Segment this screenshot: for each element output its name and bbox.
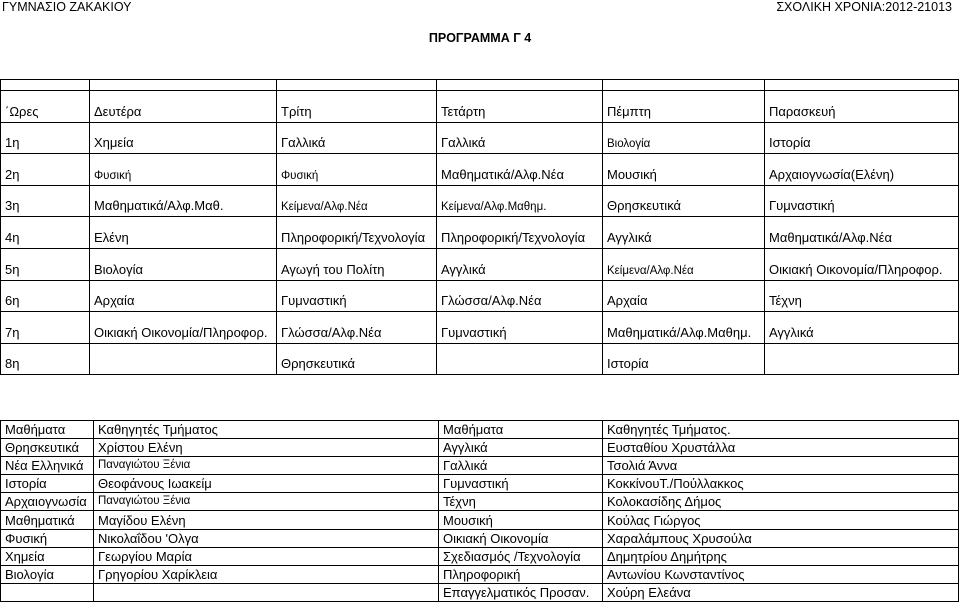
table-cell: Γαλλικά [437, 122, 603, 154]
table-cell: Δευτέρα [90, 91, 277, 123]
table-cell: Χημεία [90, 122, 277, 154]
table-cell [90, 80, 277, 91]
table-cell: Αγγλικά [603, 217, 765, 249]
table-cell: Μαθηματικά/Αλφ.Νέα [437, 154, 603, 186]
school-name: ΓΥΜΝΑΣΙΟ ΖΑΚΑΚΙΟΥ [2, 0, 132, 14]
table-cell: Κείμενα/Αλφ.Νέα [603, 248, 765, 280]
teachers-row [1, 493, 959, 511]
table-cell: Φυσική [277, 154, 437, 186]
table-cell: 3η [1, 185, 90, 217]
table-cell: Αγγλικά [437, 248, 603, 280]
table-cell: Μαθηματικά [1, 511, 94, 529]
table-cell: Επαγγελματικός Προσαν. [439, 583, 603, 601]
teachers-row [1, 583, 959, 601]
table-cell: Ευσταθίου Χρυστάλλα [603, 439, 959, 457]
schedule-row [1, 185, 959, 217]
table-cell [437, 80, 603, 91]
schedule-header-row [1, 91, 959, 123]
table-cell [94, 583, 439, 601]
table-cell: Μαθηματικά/Αλφ.Μαθημ. [603, 312, 765, 344]
table-cell: Τετάρτη [437, 91, 603, 123]
table-cell: Ελένη [90, 217, 277, 249]
table-cell: Κείμενα/Αλφ.Νέα [277, 185, 437, 217]
table-cell [765, 80, 959, 91]
table-cell: Αρχαιογνωσία [1, 493, 94, 511]
table-cell: Οικιακή Οικονομία/Πληροφορ. [765, 248, 959, 280]
table-cell: Ιστορία [1, 475, 94, 493]
table-cell [90, 343, 277, 375]
table-cell: Γαλλικά [277, 122, 437, 154]
schedule-row [1, 343, 959, 375]
table-cell [437, 343, 603, 375]
table-cell: 6η [1, 280, 90, 312]
table-cell: Γυμναστική [765, 185, 959, 217]
teachers-row [1, 547, 959, 565]
table-cell: Γυμναστική [277, 280, 437, 312]
schedule-table [0, 79, 959, 375]
teachers-row [1, 439, 959, 457]
table-cell: Νέα Ελληνικά [1, 457, 94, 475]
table-cell: Αγγλικά [439, 439, 603, 457]
table-cell: Ιστορία [603, 343, 765, 375]
table-cell: Πληροφορική [439, 565, 603, 583]
table-cell: Τρίτη [277, 91, 437, 123]
table-cell: Γλώσσα/Αλφ.Νέα [277, 312, 437, 344]
teachers-table [0, 420, 959, 602]
table-cell: Χούρη Ελεάνα [603, 583, 959, 601]
table-cell: Αντωνίου Κωνσταντίνος [603, 565, 959, 583]
table-cell: Βιολογία [90, 248, 277, 280]
table-cell: ΚοκκίνουΤ./Πούλλακκος [603, 475, 959, 493]
table-cell: Τέχνη [765, 280, 959, 312]
teachers-row [1, 457, 959, 475]
schedule-row [1, 248, 959, 280]
table-cell: Αγγλικά [765, 312, 959, 344]
schedule-row [1, 312, 959, 344]
table-cell: Μαγίδου Ελένη [94, 511, 439, 529]
table-cell: Μαθήματα [439, 421, 603, 439]
table-cell: Αγωγή του Πολίτη [277, 248, 437, 280]
table-cell: 4η [1, 217, 90, 249]
table-cell: 5η [1, 248, 90, 280]
table-cell: Πέμπτη [603, 91, 765, 123]
table-cell: Θρησκευτικά [277, 343, 437, 375]
table-cell: Τσολιά Άννα [603, 457, 959, 475]
table-cell: Γυμναστική [439, 475, 603, 493]
table-cell: Γαλλικά [439, 457, 603, 475]
table-cell: Μουσική [603, 154, 765, 186]
table-cell: 2η [1, 154, 90, 186]
table-cell: Πληροφορική/Τεχνολογία [437, 217, 603, 249]
table-cell: Θρησκευτικά [1, 439, 94, 457]
table-cell: Παρασκευή [765, 91, 959, 123]
table-cell: 7η [1, 312, 90, 344]
table-cell: Γλώσσα/Αλφ.Νέα [437, 280, 603, 312]
schedule-row [1, 217, 959, 249]
table-cell: Δημητρίου Δημήτρης [603, 547, 959, 565]
table-cell: Καθηγητές Τμήματος. [603, 421, 959, 439]
schedule-row [1, 154, 959, 186]
teachers-row [1, 529, 959, 547]
table-cell: Φυσική [90, 154, 277, 186]
table-cell [1, 583, 94, 601]
table-cell: Κούλας Γιώργος [603, 511, 959, 529]
table-cell: Παναγιώτου Ξένια [94, 493, 439, 511]
table-cell: Καθηγητές Τμήματος [94, 421, 439, 439]
table-cell: Σχεδιασμός /Τεχνολογία [439, 547, 603, 565]
table-cell: Μαθηματικά/Αλφ.Μαθ. [90, 185, 277, 217]
teachers-header-row [1, 421, 959, 439]
table-cell: Βιολογία [1, 565, 94, 583]
schedule-spacer-row [1, 80, 959, 91]
table-cell: Γρηγορίου Χαρίκλεια [94, 565, 439, 583]
page-title: ΠΡΟΓΡΑΜΜΑ Γ 4 [428, 31, 532, 45]
teachers-row [1, 565, 959, 583]
table-cell: Αρχαία [90, 280, 277, 312]
table-cell: Θεοφάνους Ιωακείμ [94, 475, 439, 493]
table-cell: Γυμναστική [437, 312, 603, 344]
table-cell: Παναγιώτου Ξένια [94, 457, 439, 475]
table-cell: ΄Ωρες [1, 91, 90, 123]
table-cell: Μουσική [439, 511, 603, 529]
table-cell: 1η [1, 122, 90, 154]
table-cell: Τέχνη [439, 493, 603, 511]
table-cell [603, 80, 765, 91]
table-cell: Μαθηματικά/Αλφ.Νέα [765, 217, 959, 249]
table-cell: Μαθήματα [1, 421, 94, 439]
table-cell [1, 80, 90, 91]
school-year: ΣΧΟΛΙΚΗ ΧΡΟΝΙΑ:2012-21013 [776, 0, 952, 14]
schedule-row [1, 122, 959, 154]
table-cell: Χρίστου Ελένη [94, 439, 439, 457]
schedule-row [1, 280, 959, 312]
table-cell: Βιολογία [603, 122, 765, 154]
table-cell: Οικιακή Οικονομία [439, 529, 603, 547]
teachers-row [1, 475, 959, 493]
table-cell: Κολοκασίδης Δήμος [603, 493, 959, 511]
table-cell: Ιστορία [765, 122, 959, 154]
table-cell: Γεωργίου Μαρία [94, 547, 439, 565]
table-cell: Νικολαΐδου 'Ολγα [94, 529, 439, 547]
table-cell: 8η [1, 343, 90, 375]
table-cell: Κείμενα/Αλφ.Μαθημ. [437, 185, 603, 217]
table-cell [765, 343, 959, 375]
table-cell: Οικιακή Οικονομία/Πληροφορ. [90, 312, 277, 344]
table-cell: Χημεία [1, 547, 94, 565]
table-cell: Φυσική [1, 529, 94, 547]
table-cell: Αρχαιογνωσία(Ελένη) [765, 154, 959, 186]
table-cell: Αρχαία [603, 280, 765, 312]
table-cell [277, 80, 437, 91]
table-cell: Πληροφορική/Τεχνολογία [277, 217, 437, 249]
table-cell: Θρησκευτικά [603, 185, 765, 217]
table-cell: Χαραλάμπους Χρυσούλα [603, 529, 959, 547]
teachers-row [1, 511, 959, 529]
